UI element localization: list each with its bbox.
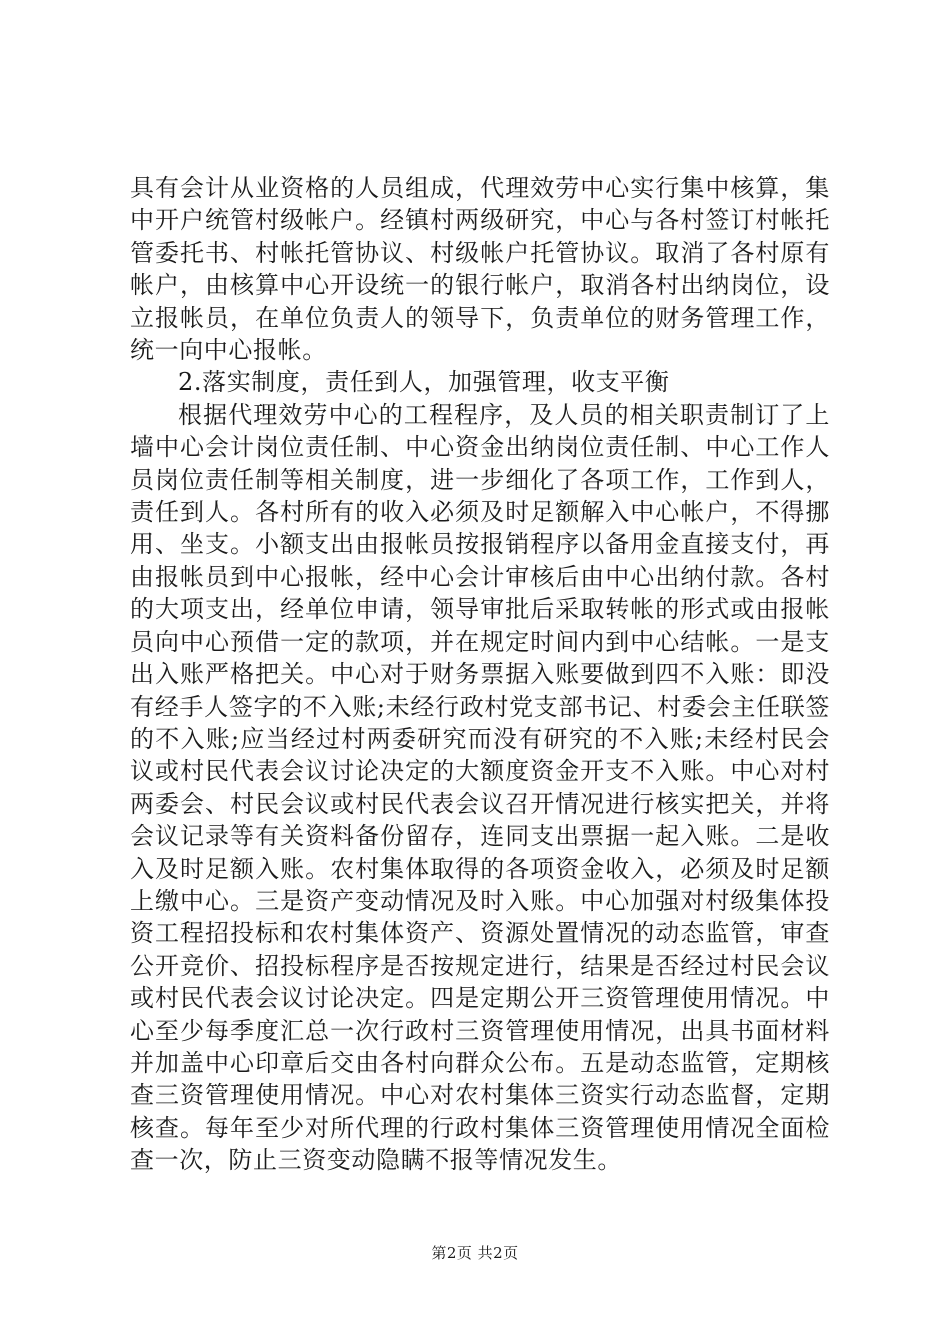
paragraph-body: 根据代理效劳中心的工程程序，及人员的相关职责制订了上墙中心会计岗位责任制、中心资金出纳岗位责任制、中心工作人员岗位责任制等相关制度，进一步细化了各项工作，工作到人，责任到人。各村所有的收入必须及时足额解入中心帐户，不得挪用、坐支。小额支出由报帐员按报销程序以备用金直接支付，再由报帐员到中心报帐，经中心会计审核后由中心出纳付款。各村的大项支出，经单位申请，领导审批后采取转帐的形式或由报帐员向中心预借一定的款项，并在规定时间内到中心结帐。一是支出入账严格把关。中心对于财务票据入账要做到四不入账：即没有经手人签字的不入账;未经行政村党支部书记、村委会主任联签的不入账;应当经过村两委研究而没有研究的不入账;未经村民会议或村民代表会议讨论决定的大额度资金开支不入账。中心对村两委会、村民会议或村民代表会议召开情况进行核实把关，并将会议记录等有关资料备份留存，连同支出票据一起入账。二是收入及时足额入账。农村集体取得的各项资金收入，必须及时足额上缴中心。三是资产变动情况及时入账。中心加强对村级集体投资工程招投标和农村集体资产、资源处置情况的动态监管，审查公开竞价、招投标程序是否按规定进行，结果是否经过村民会议或村民代表会议讨论决定。四是定期公开三资管理使用情况。中心至少每季度汇总一次行政村三资管理使用情况，出具书面材料并加盖中心印章后交由各村向群众公布。五是动态监管，定期核查三资管理使用情况。中心对农村集体三资实行动态监督，定期核查。每年至少对所代理的行政村集体三资管理使用情况全面检查一次，防止三资变动隐瞒不报等情况发生。 xyxy=(130,400,830,1175)
page-number: 第2页 共2页 xyxy=(431,1244,519,1262)
section-heading: 2.落实制度，责任到人，加强管理，收支平衡 xyxy=(178,368,670,397)
paragraph-continuation: 具有会计从业资格的人员组成，代理效劳中心实行集中核算，集中开户统管村级帐户。经镇村两级研究，中心与各村签订村帐托管委托书、村帐托管协议、村级帐户托管协议。取消了各村原有帐户，由核算中心开设统一的银行帐户，取消各村出纳岗位，设立报帐员，在单位负责人的领导下，负责单位的财务管理工作，统一向中心报帐。 xyxy=(130,174,830,365)
page-footer xyxy=(0,1242,950,1263)
document-body xyxy=(130,172,830,1177)
